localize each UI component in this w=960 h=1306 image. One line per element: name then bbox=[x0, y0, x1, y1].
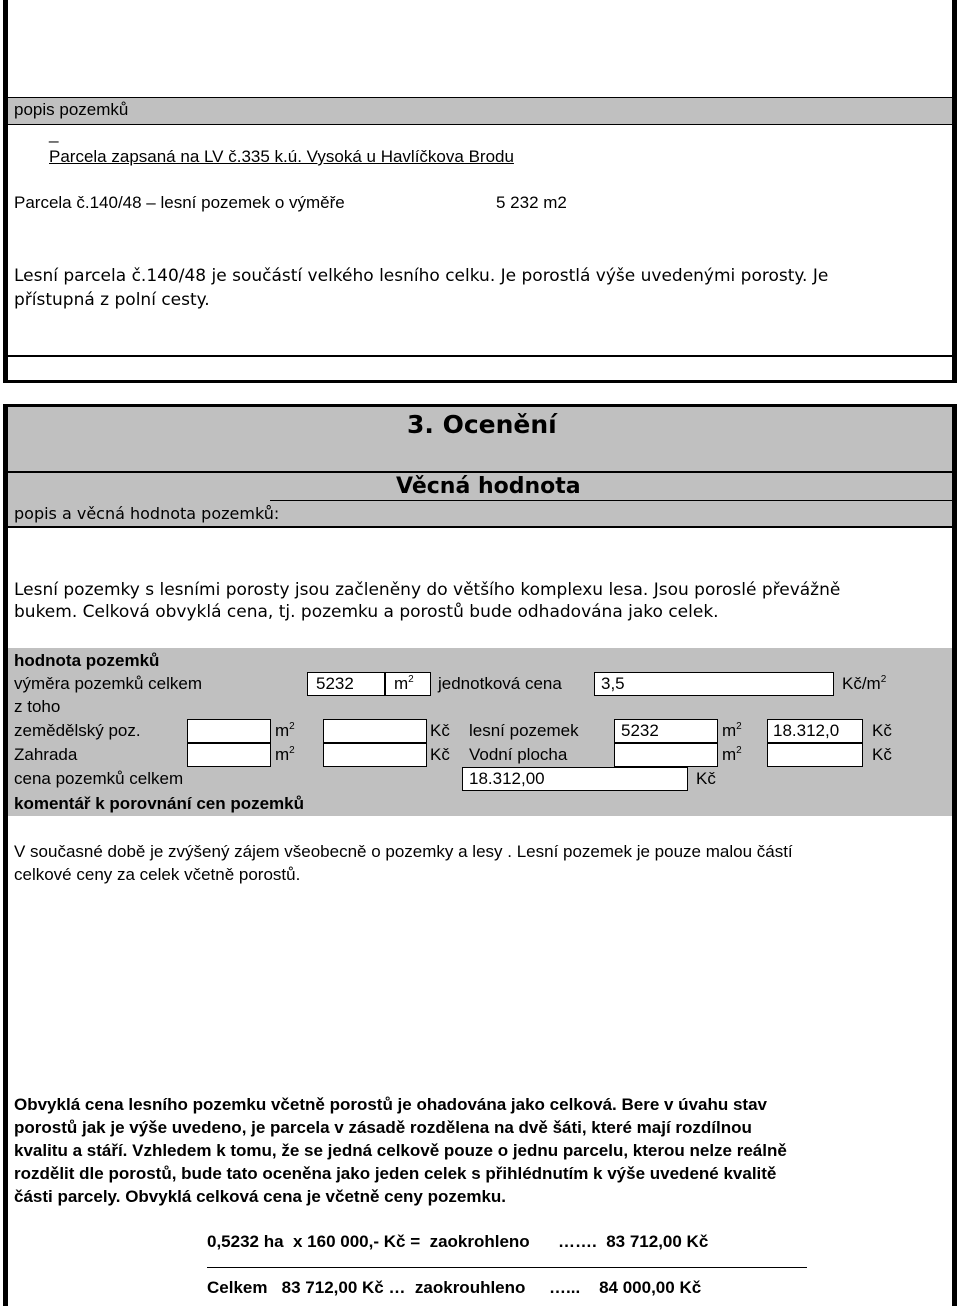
forest-paragraph-line1: Lesní pozemky s lesními porosty jsou začleněny do většího komplexu lesa. Jsou poroslé převážně bbox=[14, 580, 841, 600]
valuation-title: hodnota pozemků bbox=[14, 651, 160, 670]
unit-price-cell bbox=[594, 672, 834, 696]
section1-divider-a bbox=[8, 355, 952, 357]
dash-mark: _ bbox=[49, 124, 59, 143]
agri-value-cell bbox=[323, 719, 427, 743]
water-label: Vodní plocha bbox=[469, 745, 568, 764]
total-value: 18.312,00 bbox=[469, 769, 545, 788]
oceneni-sub-line bbox=[270, 500, 952, 501]
area-total-value: 5232 bbox=[316, 674, 354, 693]
parcel-label: Parcela č.140/48 – lesní pozemek o výměře bbox=[14, 193, 345, 212]
section-title-popis: popis pozemků bbox=[14, 100, 129, 119]
of-which-label: z toho bbox=[14, 697, 61, 716]
popis-vecna-label: popis a věcná hodnota pozemků: bbox=[14, 504, 280, 523]
forest-area: 5232 bbox=[621, 721, 659, 740]
header-bar-popis bbox=[8, 97, 952, 125]
conclusion-line1: Obvyklá cena lesního pozemku včetně porostů je ohadována jako celková. Bere v úvahu stav bbox=[14, 1095, 767, 1114]
unit-price-value: 3,5 bbox=[601, 674, 625, 693]
garden-value-cell bbox=[323, 743, 427, 767]
comment-line1: V současné době je zvýšený zájem všeobecně o pozemky a lesy . Lesní pozemek je pouze malou částí bbox=[14, 842, 793, 861]
water-value-cell bbox=[767, 743, 863, 767]
agri-label: zemědělský poz. bbox=[14, 721, 141, 740]
agri-unit: $m^2$ bbox=[275, 721, 295, 740]
forest-unit: $m^2$ bbox=[722, 721, 742, 740]
oceneni-heading: 3. Ocenění bbox=[407, 410, 557, 439]
unit-price-unit: $Kč/m^2$ bbox=[842, 674, 887, 693]
parcel-registration: Parcela zapsaná na LV č.335 k.ú. Vysoká u Havlíčkova Brodu bbox=[49, 147, 514, 166]
calc-underline bbox=[207, 1267, 807, 1268]
forest-paragraph-line2: bukem. Celková obvyklá cena, tj. pozemku a porostů bude odhadována jako celek. bbox=[14, 602, 719, 622]
forest-kc: Kč bbox=[872, 721, 892, 740]
garden-kc: Kč bbox=[430, 745, 450, 764]
oceneni-mid-line bbox=[8, 471, 952, 473]
conclusion-line5: části parcely. Obvyklá celková cena je včetně ceny pozemku. bbox=[14, 1187, 507, 1206]
total-kc: Kč bbox=[696, 769, 716, 788]
water-kc: Kč bbox=[872, 745, 892, 764]
comment-line2: celkové ceny za celek včetně porostů. bbox=[14, 865, 301, 884]
frame2-right-border bbox=[952, 404, 957, 1306]
calc-line: 0,5232 ha x 160 000,- Kč = zaokrohleno ……. 83 712,00 Kč bbox=[207, 1232, 709, 1251]
forest-value: 18.312,0 bbox=[773, 721, 840, 740]
frame-left-border bbox=[3, 0, 8, 382]
area-unit: $m^2$ bbox=[394, 674, 414, 693]
section1-bottom-border bbox=[3, 380, 957, 383]
frame2-left-border bbox=[3, 404, 8, 1306]
comment-label: komentář k porovnání cen pozemků bbox=[14, 794, 305, 813]
frame-right-border bbox=[952, 0, 957, 382]
oceneni-bottom-line bbox=[8, 526, 952, 528]
conclusion-line2: porostů jak je výše uvedeno, je parcela v zásadě rozdělena na dvě šáti, které mají rozdílnou bbox=[14, 1118, 752, 1137]
unit-price-label: jednotková cena bbox=[438, 674, 562, 693]
agri-area-cell bbox=[187, 719, 271, 743]
conclusion-line4: rozdělit dle porostů, bude tato oceněna jako jeden celek s přihlédnutím k výše uvedené kvalitě bbox=[14, 1164, 777, 1183]
parcel-area: 5 232 m2 bbox=[496, 193, 567, 212]
total-line: Celkem 83 712,00 Kč … zaokrouhleno …... 84 000,00 Kč bbox=[207, 1278, 702, 1297]
total-label: cena pozemků celkem bbox=[14, 769, 184, 788]
area-total-label: výměra pozemků celkem bbox=[14, 674, 203, 693]
vecna-hodnota-heading: Věcná hodnota bbox=[396, 474, 581, 499]
garden-label: Zahrada bbox=[14, 745, 78, 764]
parcel-description-line1: Lesní parcela č.140/48 je součástí velkého lesního celku. Je porostlá výše uvedenými porosty. Je bbox=[14, 266, 829, 286]
garden-area-cell bbox=[187, 743, 271, 767]
conclusion-line3: kvalitu a stáří. Vzhledem k tomu, že se jedná celkově pouze o jednu parcelu, kterou nelze reálně bbox=[14, 1141, 787, 1160]
forest-label: lesní pozemek bbox=[469, 721, 579, 740]
water-unit: $m^2$ bbox=[722, 745, 742, 764]
garden-unit: $m^2$ bbox=[275, 745, 295, 764]
parcel-description-line2: přístupná z polní cesty. bbox=[14, 290, 210, 310]
agri-kc: Kč bbox=[430, 721, 450, 740]
water-area-cell bbox=[614, 743, 718, 767]
